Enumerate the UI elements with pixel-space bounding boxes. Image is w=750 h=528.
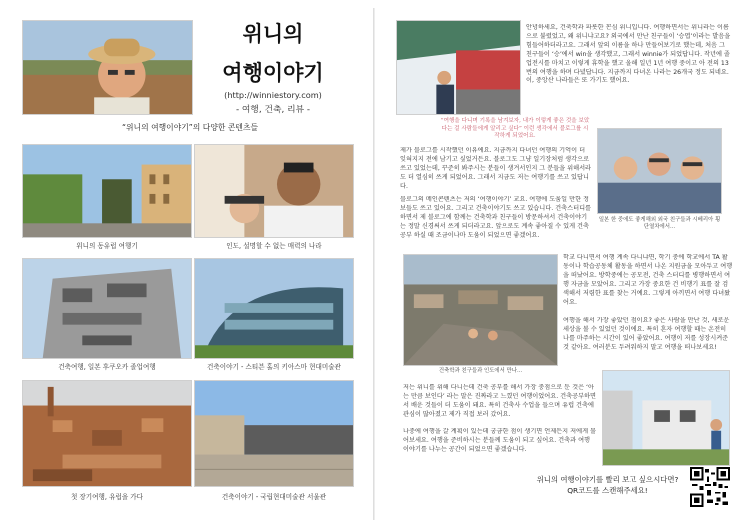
tagline: - 여행, 건축, 리뷰 - (235, 105, 311, 115)
caption-india: 인도, 설명할 수 없는 매력의 나라 (226, 242, 322, 250)
photo-fukuoka (22, 258, 192, 359)
blog-reason-paragraph: 제가 블로그를 시작했던 이유에요. 지금까지 다녀던 여행의 기억이 더 잊혀지지 전에 남기고 싶었거든요. 블로그도 그냥 일기장처럼 생각으로 쓰고 있었는데, 꾸준히 봐주시는 분들이 생겨서인지 그 분들을 위해서라도 더 열심히 쓰게 되었어요. 그래서 지금도 저는 여행기를 쓰고 있답니다. (400, 147, 592, 190)
photo-friends (597, 128, 722, 214)
photo-kiasma (194, 258, 354, 359)
photo-hill (403, 254, 558, 366)
photo-india (194, 144, 354, 238)
content-paragraph: 블로그의 메인콘텐츠는 저의 ‘여행이야기’ 교요. 여행에 도움일 만한 정보들도 쓰고 있어요. 그리고 건축이야기도 쓰고 있습니다. 건축스터디를 하면서 제 블로그에 함께는 건축학과 친구들이 방문하셔서 건축이야기는 정말 신경써서 쓰게 되더라고요. 앞으로도 계속 좋아질 수 있게 건축 공부 하실 때 조금이나마 도움이 되었으면 좋겠어요. (400, 196, 592, 239)
magazine-title-line2: 여행이야기 (222, 61, 324, 85)
friends-photo-note: 일본 한 중에도 좋게해외 외국 친구들과 시베리아 횡단열차에서... (598, 217, 721, 231)
magazine-title-line1: 위니의 (242, 22, 304, 46)
photo-mmca (194, 380, 354, 487)
hill-photo-note: 건축학과 친구들과 인도에서 만나... (438, 368, 523, 374)
caption-fukuoka: 건축여행, 일본 후쿠오카 졸업여행 (58, 363, 156, 371)
blog-url: (http://winniestory.com) (224, 90, 322, 100)
cta-line1: 위니의 여행이야기를 빨리 보고 싶으시다면? (536, 475, 679, 484)
photo-station (396, 20, 521, 115)
meet-people-paragraph: 여행을 해서 가장 좋았던 점이요? 좋은 사람을 만난 것, 새로운 세상을 볼 수 있었던 것이에요. 특히 혼자 여행할 때는 온전히 나를 마주하는 시간이 있어 좋았어요. 여행이 저를 성장시켜준 것 같아요. 여러분도 두려워하지 말고 여행을 떠나보세요! (563, 317, 730, 351)
photo-building (602, 370, 730, 466)
blog-quote: “여행을 다니며 기록을 남겨보자, 내가 이렇게 좋은 것을 보았다는 걸 사람들에게 알리고 싶다” 이런 생각에서 블로그를 시작하게 되었어요. (440, 118, 590, 140)
share-paragraph: 나중에 여행을 갈 계획이 있는데 궁금한 점이 생기면 언제든지 저에게 물어보세요. 여행을 준비하시는 분들께 도움이 되고 싶어요. 건축과 여행 이야기를 나누는 공간이 되었으면 좋겠습니다. (403, 428, 596, 453)
caption-kiasma: 건축이야기 - 스티븐 홀의 키아스마 현대미술관 (207, 363, 341, 371)
call-to-action (530, 474, 685, 496)
photo-east-europe (22, 144, 192, 238)
cta-line2: QR코드를 스캔해주세요! (567, 486, 648, 495)
page-fold (373, 8, 375, 520)
profile-photo (22, 20, 193, 115)
intro-paragraph: 안녕하세요, 건축학과 파릇한 꼰심 위니입니다. 여행하면서는 위니라는 이름으로 불렸었고, 왜 위니냐고요? 외국에서 만난 친구들이 ‘승엽’이라는 발음을 힘들어하더라고요. 그래서 앞의 이름을 하나 만들어보기로 했는데, 처음 그 친구들이 ‘승’에서 win을 생각했고, 그래서 winnie가 되었답니다. 작년에 졸업전시를 마치고 이렇게 휴학을 했고 올해 일년 1년 여행 중이고 아 전의 13번의 여행을 하며 다녔답니다. 지금까지 다녀온 나라는 26개국 정도 되네요. 이, 중앙산 나라들은 또 가기도 했어요. (526, 24, 731, 85)
caption-italy: 첫 장기여행, 유럽을 가다 (70, 493, 144, 501)
contents-heading: “위니의 여행이야기”의 다양한 콘텐츠들 (121, 123, 259, 132)
caption-east-europe: 위니의 동유럽 여행기 (76, 242, 138, 250)
photo-italy (22, 380, 192, 487)
school-travel-paragraph: 학교 다니면서 여행 계속 다니냐면, 학기 중에 학교에서 TA 활동이나 학습공동체 활동을 하면서 나온 지원금을 모아두고 여행을 떠났어요. 방학중에는 공모전, 건축 스터디를 병행하면서 여행 자금을 모았어요. 그리고 가장 중요한 건 비행기 표를 잘 검색해서 저렴한 표를 찾는 거예요. 그렇게 아끼면서 여행 다녀왔어요. (563, 254, 733, 306)
qr-code-icon[interactable] (690, 467, 730, 507)
study-paragraph: 저는 위니를 위해 다니는데 건축 공부를 해서 가장 중점으로 둔 것은 ‘아는 만큼 보인다’ 라는 말은 진짜라고 느꼈던 여행이었어요. 건축공부하면서 배운 것들이 더 도움이 돼요. 특히 건축사 수업을 들으며 유럽 건축에 관심이 많아졌고 제가 직접 보러 갔어요. (403, 384, 596, 418)
caption-mmca: 건축이야기 - 국립현대미술관 서울관 (221, 493, 327, 501)
